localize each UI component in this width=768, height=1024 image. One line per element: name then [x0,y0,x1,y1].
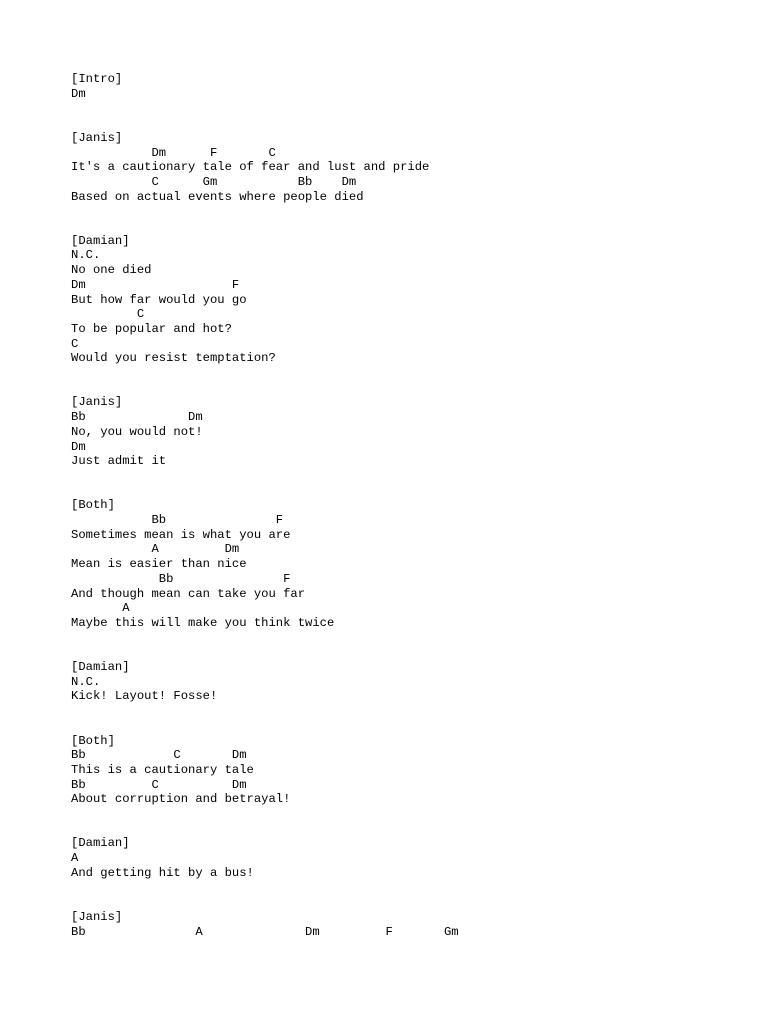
section-janis-3 [71,910,751,939]
chord-line: Dm [71,439,86,454]
section-janis-1 [71,131,751,205]
section-header: [Damian] [71,836,130,851]
chord-line: N.C. [71,674,101,689]
section-header: [Janis] [71,909,123,924]
section-header: [Janis] [71,130,123,145]
section-damian-2 [71,660,751,704]
section-header: [Janis] [71,395,123,410]
lyric-line: Based on actual events where people died [71,189,364,204]
chord-line: C [71,307,145,322]
chord-line: Bb C Dm [71,748,247,763]
lyric-line: This is a cautionary tale [71,762,254,777]
chord-line: A Dm [71,542,240,557]
section-header: [Both] [71,498,115,513]
section-intro [71,72,751,101]
section-header: [Damian] [71,660,130,675]
chord-line: Bb F [71,513,284,528]
lyric-line: Sometimes mean is what you are [71,527,291,542]
section-damian-1 [71,234,751,366]
chord-line: Bb F [71,571,291,586]
chord-line: Dm [71,86,86,101]
chord-line: C Gm Bb Dm [71,174,357,189]
lyric-line: Maybe this will make you think twice [71,615,335,630]
chord-line: Bb Dm [71,410,203,425]
chord-line: N.C. [71,248,101,263]
section-header: [Intro] [71,72,123,86]
lyric-line: And though mean can take you far [71,586,306,601]
lyric-line: It's a cautionary tale of fear and lust and pride [71,160,430,175]
lyric-line: Would you resist temptation? [71,351,276,366]
lyric-line: But how far would you go [71,292,247,307]
lyric-line: Mean is easier than nice [71,557,247,572]
lyric-line: No one died [71,263,152,278]
section-both-1 [71,498,751,630]
section-damian-3 [71,836,751,880]
chord-line: A [71,851,79,866]
lyric-line: And getting hit by a bus! [71,865,254,880]
section-header: [Damian] [71,233,130,248]
lyric-line: Kick! Layout! Fosse! [71,689,218,704]
lyric-line: Just admit it [71,454,167,469]
chord-line: Bb C Dm [71,777,247,792]
section-janis-2 [71,395,751,469]
section-header: [Both] [71,733,115,748]
section-both-2 [71,734,751,808]
chord-line: Dm F C [71,145,276,160]
chord-line: Dm F [71,277,240,292]
lyric-line: About corruption and betrayal! [71,792,291,807]
chord-sheet [71,72,751,969]
chord-line: C [71,336,79,351]
chord-line: Bb A Dm F Gm [71,924,459,939]
lyric-line: No, you would not! [71,424,203,439]
lyric-line: To be popular and hot? [71,321,232,336]
chord-line: A [71,601,130,616]
